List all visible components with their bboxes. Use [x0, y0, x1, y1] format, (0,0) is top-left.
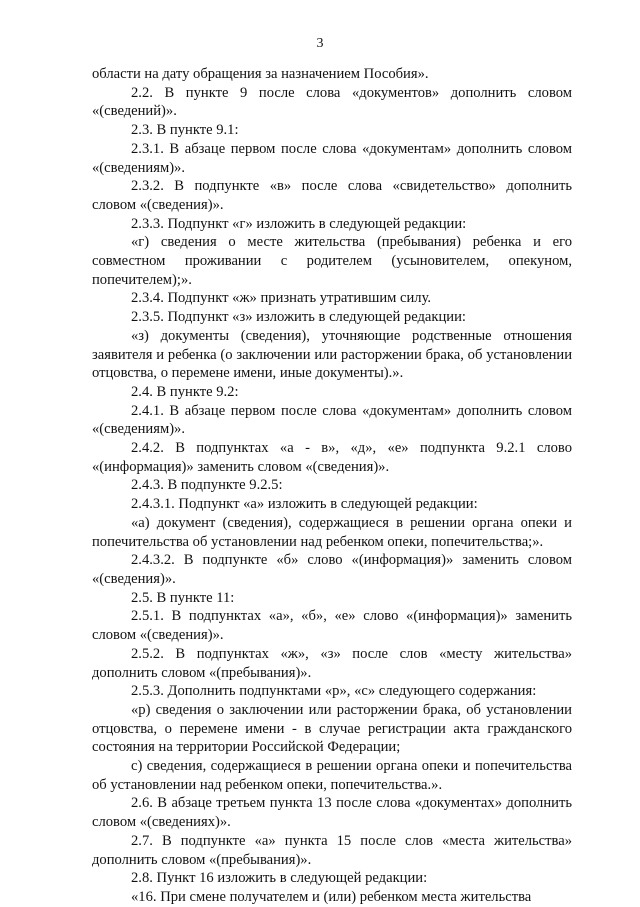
body-paragraph: 2.5.2. В подпунктах «ж», «з» после слов «месту жительства» дополнить словом «(пребывания)».: [92, 645, 572, 681]
body-paragraph: 2.3.2. В подпункте «в» после слова «свидетельство» дополнить словом «(сведения)».: [92, 178, 572, 213]
body-paragraph: 2.2. В пункте 9 после слова «документов» дополнить словом «(сведений)».: [92, 84, 572, 120]
body-paragraph: 2.4. В пункте 9.2:: [131, 383, 239, 400]
page-number: 3: [316, 36, 324, 51]
body-paragraph: 2.4.3.2. В подпункте «б» слово «(информация)» заменить словом «(сведения)».: [92, 552, 572, 587]
body-paragraph: 2.3.4. Подпункт «ж» признать утратившим силу.: [131, 290, 432, 307]
body-paragraph: с) сведения, содержащиеся в решении органа опеки и попечительства об установлении над ребенком опеки, попечительства.».: [92, 758, 572, 793]
body-paragraph: 2.4.2. В подпунктах «а - в», «д», «е» подпункта 9.2.1 слово «(информация)» заменить словом «(сведения)».: [92, 440, 572, 475]
body-paragraph: области на дату обращения за назначением Пособия».: [92, 66, 429, 82]
body-paragraph: 2.6. В абзаце третьем пункта 13 после слова «документах» дополнить словом «(сведениях)».: [92, 795, 572, 831]
body-paragraph: «г) сведения о месте жительства (пребывания) ребенка и его совместном проживании с родителем (усыновителем, опекуном, попечителем);».: [92, 234, 572, 288]
body-paragraph: «з) документы (сведения), уточняющие родственные отношения заявителя и ребенка (о заключении или расторжении брака, об установлении отцовства, о перемене имени, иные документы).».: [92, 327, 572, 382]
body-paragraph: 2.3. В пункте 9.1:: [131, 122, 239, 139]
body-paragraph: 2.5.1. В подпунктах «а», «б», «е» слово «(информация)» заменить словом «(сведения)».: [92, 608, 572, 644]
body-paragraph: «р) сведения о заключении или расторжении брака, об установлении отцовства, о перемене имени - в случае регистрации акта гражданского состояния на территории Российской Федерации;: [92, 701, 572, 756]
document-body: [92, 65, 572, 907]
body-paragraph: 2.5.3. Дополнить подпунктами «р», «с» следующего содержания:: [131, 683, 537, 700]
body-paragraph: 2.4.1. В абзаце первом после слова «документам» дополнить словом «(сведениям)».: [92, 402, 572, 438]
body-paragraph: 2.8. Пункт 16 изложить в следующей редакции:: [131, 870, 428, 887]
body-paragraph: «16. При смене получателем и (или) ребенком места жительства: [131, 888, 532, 905]
body-paragraph: «а) документ (сведения), содержащиеся в решении органа опеки и попечительства об установлении над ребенком опеки, попечительства;».: [92, 514, 572, 550]
body-paragraph: 2.3.1. В абзаце первом после слова «документам» дополнить словом «(сведениям)».: [92, 140, 572, 176]
body-paragraph: 2.4.3.1. Подпункт «а» изложить в следующей редакции:: [131, 496, 478, 513]
body-paragraph: 2.3.5. Подпункт «з» изложить в следующей редакции:: [131, 309, 466, 326]
body-paragraph: 2.7. В подпункте «а» пункта 15 после слов «места жительства» дополнить словом «(пребывания)».: [92, 832, 572, 868]
body-paragraph: 2.3.3. Подпункт «г» изложить в следующей редакции:: [131, 215, 467, 232]
body-paragraph: 2.4.3. В подпункте 9.2.5:: [131, 477, 283, 494]
body-paragraph: 2.5. В пункте 11:: [131, 589, 235, 606]
